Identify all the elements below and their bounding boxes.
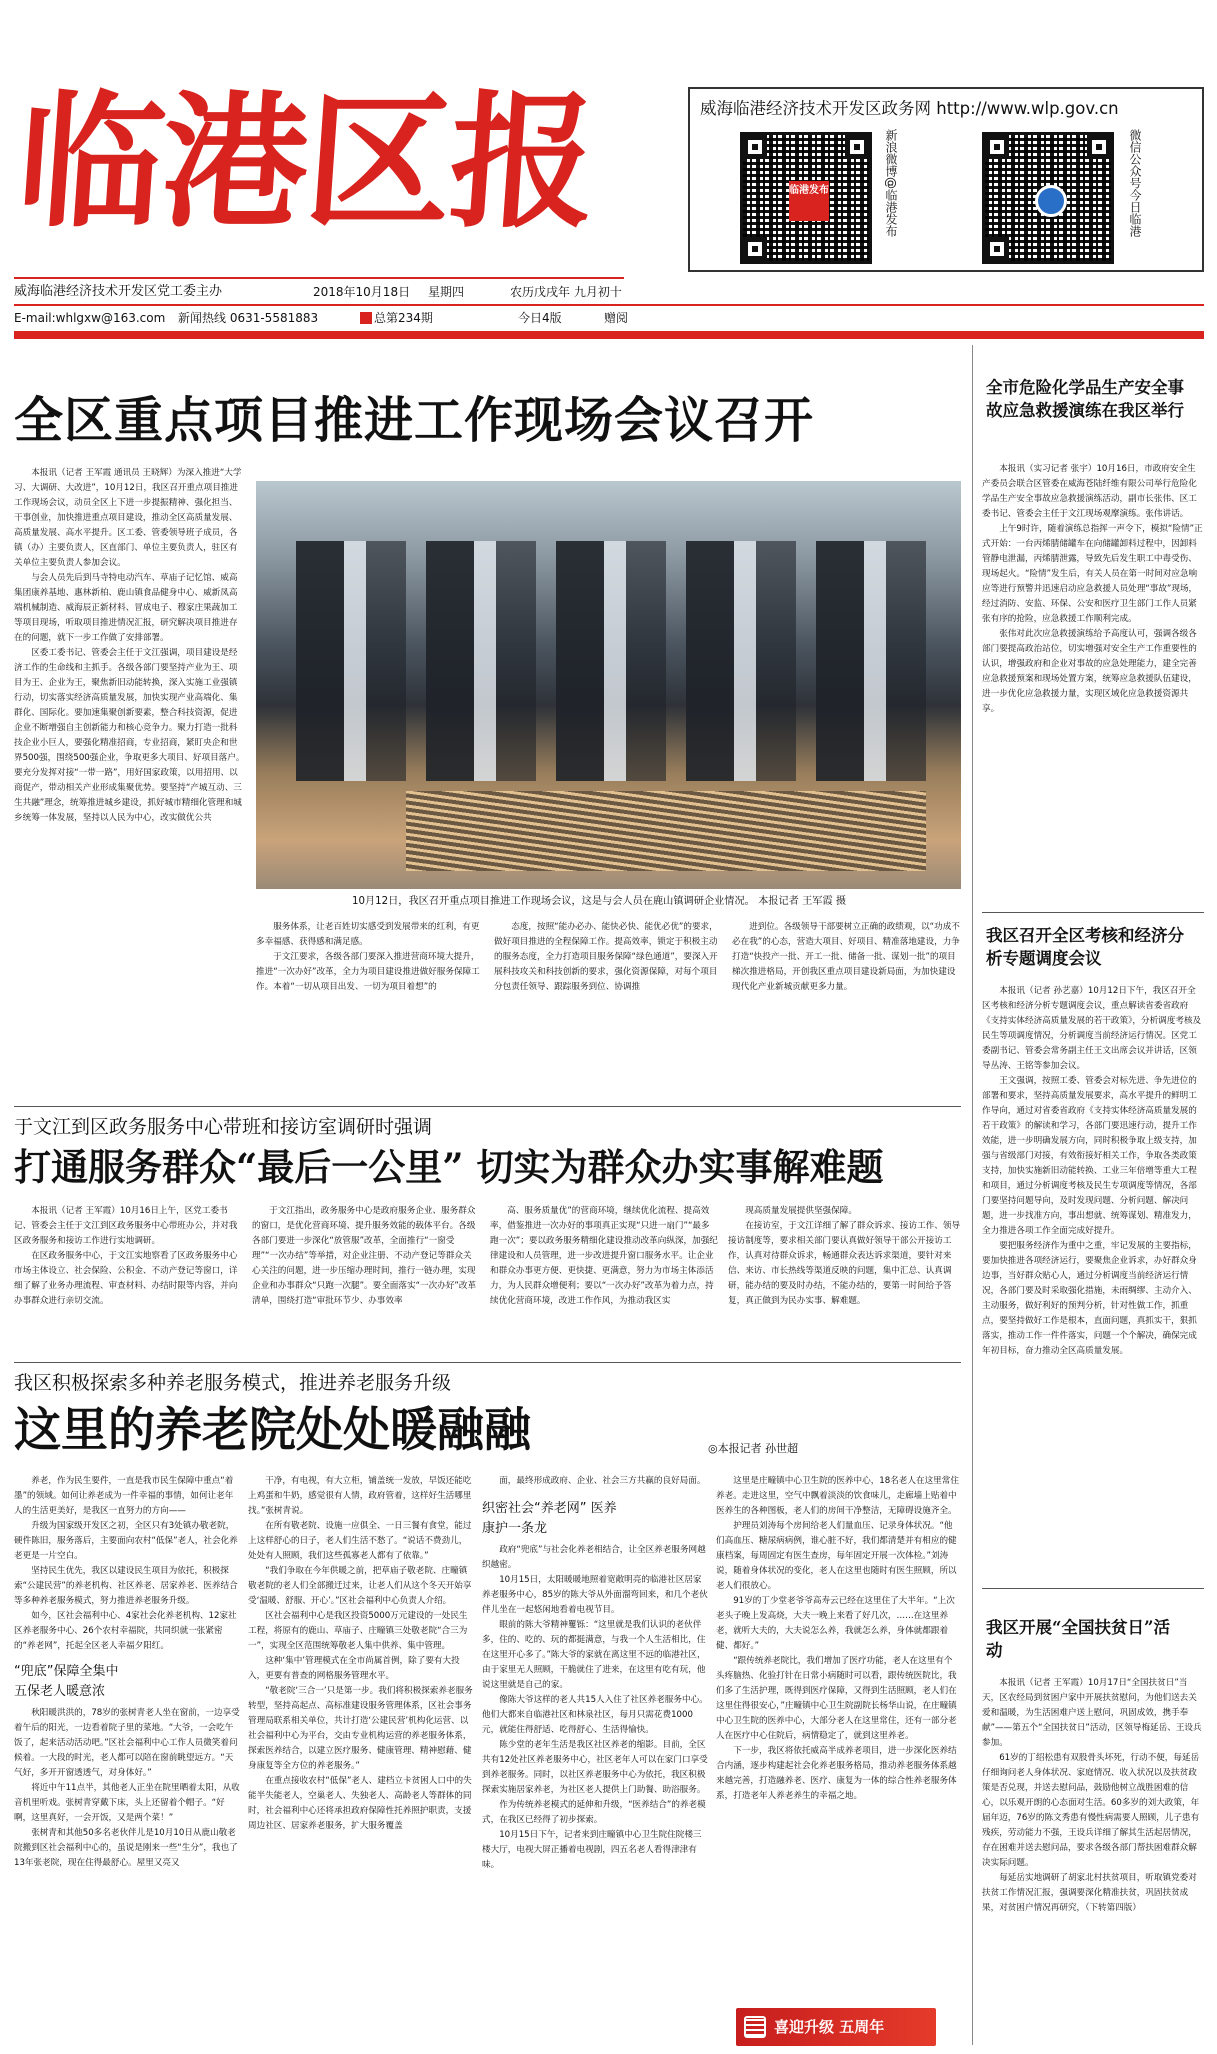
hotline: 新闻热线 0631-5581883 [178, 311, 319, 325]
elder-col-4: 这里是庄疃镇中心卫生院的医养中心，18名老人在这里常住养老。走进这里，空气中飘着淡淡的饮食味儿，走廊墙上贴着中医养生的各种图板，老人们的房间干净整洁，无障碍设施齐全。 护理员刘涛每个房间给老人们量血压、记录身体状况。“他们高血压、糖尿病病例，谁心脏不好，我们都清楚并有相应的健康档案，每周固定有医生查房，每年固定开展一次体检。”刘涛说，随着身体状况的变化，老人在这里也随时有医生照顾，所以老人们很放心。 91岁的丁少堂老爷爷高寿云已经在这里住了大半年。“上次老头子晚上发高烧，大夫一晚上来看了好几次，……在这里养老，就听大夫的，大夫说怎么养，我就怎么养，身体就都跟着健、都好。” “跟传统养老院比，我们增加了医疗功能，老人在这里有个头疼脑热、化验打针在日常小病随时可以看，跟传统医院比，我们多了生活护理，既得到医疗保障，又得到生活照顾，老人们在这里住得很安心，”庄疃镇中心卫生院副院长杨华山说，在庄疃镇中心卫生院的医养中心，大部分老人在这里常住，还有一部分老人在医疗中心住院后，病情稳定了，就到这里养老。 下一步，我区将依托威高半成养老项目，进一步深化医养结合内涵，逐步构建起社会化养老服务格局，推动养老服务体系越来越完善，打造融养老、医疗、康复为一体的综合性养老服务体系，打造老年人养老养生的幸福之地。 [716, 1476, 959, 1801]
qr-caption-weibo: 新浪微博@临港发布 [884, 129, 898, 237]
banner-ornament-icon [744, 2016, 766, 2038]
elder-headline: 这里的养老院处处暖融融 [14, 1403, 531, 1458]
qr-code-weibo[interactable] [740, 132, 872, 264]
divider-1 [14, 1106, 961, 1107]
serial-badge-mark [360, 312, 372, 324]
service-col-3: 高、服务质量优”的营商环境，继续优化流程、提高效率，借鉴推进一次办好的事项真正实现“只进一扇门”“最多跑一次”；要以政务服务精细化建设推动改革向纵深，加强纪律建设和人员管理，进一步改进提升窗口服务水平。让企业和群众办事更方便、更快捷、更满意，努力为市场主体添活力，为人民群众增便利；要以“一次办好”改革为着力点，持续优化营商环境，改进工作作风，为推动我区实 [490, 1206, 718, 1306]
issue-free: 赠阅 [604, 311, 629, 325]
website-box [688, 87, 1204, 272]
elder-col-1: 养老，作为民生要件，一直是我市民生保障中重点“着墨”的领域。如何让养老成为一件幸福的事情，如何让老年人的生活更美好，是我区一直努力的方向—— 升级为国家级开发区之初，全区只有3处镇办敬老院，硬件陈旧，服务落后，主要面向农村“低保”老人，社会化养老更是一片空白。 坚持民生优先，我区以建设民生项目为依托，积极探索“公建民营”的养老机构、社区养老、居家养老、医养结合等多种养老服务模式，努力推进养老服务升级。 如今，区社会福利中心、4家社会化养老机构、12家社区养老服务中心、26个农村幸福院，共同织就一张紧密的“养老网”，托起全区老人幸福夕阳红。 “兜底”保障全集中 五保老人暖意浓 秋阳暖洪洪的，78岁的张树青老人坐在窗前，一边享受着午后的阳光，一边看着院子里的菜地。“大爷，一会吃午饭了，起来活动活动吧。”区社会福利中心工作人员微笑着问候着。一大段的时光，老人都可以陪在窗前眺望远方。“天气好，多开开窗透透气，对身体好。” 将近中午11点半，其他老人正坐在院里晒着太阳，从收音机里听戏。张树青穿戴下床，头上还留着个帽子。“好啊，这里真好，一会开饭，又是两个菜！” 张树青和其他50多名老伙伴儿是10月10日从鹿山敬老院搬到区社会福利中心的，虽说是刚来一些“生分”，我也了13年张老院，现在住得最舒心。屋里又亮又 [14, 1476, 240, 1868]
sidebar-divider-1 [982, 912, 1204, 913]
lead-photo-caption: 10月12日，我区召开重点项目推进工作现场会议，这是与会人员在鹿山镇调研企业情况。 本报记者 王军霞 摄 [352, 896, 847, 907]
issue-lunar: 农历戊戌年 九月初十 [510, 285, 622, 299]
anniversary-banner [736, 2008, 936, 2046]
issue-serial: 总第234期 [374, 311, 433, 325]
side2-headline: 我区召开全区考核和经济分析专题调度会议 [986, 926, 1184, 968]
elder-col-2: 干净，有电视，有大立柜，铺盖统一发放，早饭还能吃上鸡蛋和牛奶，感觉很有人情，政府管着，这样好生活哪里找。”张树青说。 在所有敬老院、设施一应俱全、一日三餐有食堂，能过上这样舒心的日子，老人们生活不愁了。“说话不费劲儿，处处有人照顾，我们这些孤寡老人都有了依靠。” “我们争取在今年供暖之前，把草庙子敬老院、庄疃镇敬老院的老人们全部搬迁过来，让老人们从这个冬天开始享受‘温暖、舒服、开心’。”区社会福利中心负责人介绍。 区社会福利中心是我区投资5000万元建设的一处民生工程，将原有的鹿山、草庙子、庄疃镇三处敬老院“合三为一”，实现全区范围统筹敬老人集中供养、集中管理。 这种‘集中’管理模式在全市尚属首例，除了要有大投入，更要有普查的网格服务管理水平。 “敬老院‘三合一’只是第一步。我们将积极探索养老服务转型，坚持高起点、高标准建设服务管理体系，区社会事务管理局联系相关单位，共计打造‘公建民营’机构化运营、以社会福利中心为平台，交由专业机构运营的养老服务体系，探索医养结合，以建立医疗服务、健康管理、精神慰藉、健身康复等全方位的养老服务。” 在重点接收农村“低保”老人、建档立卡贫困人口中的失能半失能老人，空巢老人、失独老人、高龄老人等群体的同时，社会福利中心还将承担政府保障性托养照护职责，支援周边社区、居家养老服务，扩大服务覆盖 [248, 1476, 473, 1831]
lead-col-3: 态度，按照“能办必办、能快必快、能优必优”的要求，做好项目推进的全程保障工作。提高效率，锁定于积极主动的服务态度，全力打造项目服务保障“绿色通道”，要深入开展科技攻关和科技创新的要求，强化资源保障，对每个项目分包责任领导、跟踪服务到位、协调推 [494, 922, 718, 992]
service-kicker: 于文江到区政务服务中心带班和接访室调研时强调 [14, 1116, 433, 1138]
masthead-title: 临港区报 [12, 77, 600, 248]
lead-photo [256, 481, 961, 889]
issue-date: 2018年10月18日 [313, 285, 411, 299]
elder-kicker: 我区积极探索多种养老服务模式，推进养老服务升级 [14, 1372, 452, 1394]
service-col-4: 现高质量发展提供坚强保障。 在接访室，于文江详细了解了群众诉求、接访工作、领导接访制度等，要求相关部门要认真做好领导干部公开接访工作，认真对待群众诉求，畅通群众表达诉求渠道，要针对来信、来访、市长热线等渠道反映的问题，集中汇总、认真调研，能办结的要及时办结，不能办结的，要第一时间给予答复，真正做到为民办实事、解难题。 [728, 1206, 961, 1306]
elder-subhead-2: 织密社会“养老网” 医养康护一条龙 [482, 1501, 617, 1536]
qr-logo-icon [1035, 185, 1067, 217]
side2-body: 本报讯（记者 孙艺嘉）10月12日下午，我区召开全区考核和经济分析专题调度会议，重点解读省委省政府《支持实体经济高质量发展的若干政策》，分析调度考核及民生等项调度情况，分析调度当前经济运行情况。区党工委副书记、管委会常务副主任王文出席会议并讲话，区领导丛涛、王铭等参加会议。 王文强调，按照工委、管委会对标先进、争先进位的部署和要求，坚持高质量发展要求，高水平提升的鲜明工作导向，通过对省委省政府《支持实体经济高质量发展的若干政策》的解读和学习，各部门要迅速行动，提升工作效能，进一步明确发展方向，同时积极争取上级支持，加强与省级部门对接，有效衔接好相关工作，争取各类政策支持，加快实施新旧动能转换、工业三年倍增等重大工程和项目，通过分析调度考核及民生专项调度等情况，各部门要坚持问题导向，及时发现问题、分析问题、解决问题，进一步找准方向，事出想就、统筹谋划、精准发力，全力推进各项工作全面完成好提升。 要把服务经济作为重中之重，牢记发展的主要指标，要加快推进各项经济运行，要聚焦企业诉求，办好群众身边事，当好群众贴心人，通过分析调度当前经济运行情况，各部门要及时采取强化措施，未雨绸缪、主动介入、主动服务，做好利好的预判分析，针对性做工作，抓重点，要坚持做好工作是根本，直面问题，真抓实干，狠抓落实，推动工作一件件落实，问题一个个解决，确保完成年初目标，奋力推动全区高质量发展。 [982, 986, 1202, 1356]
qr-code-wechat[interactable] [982, 132, 1114, 264]
sidebar-rule [972, 345, 973, 2045]
sidebar-divider-2 [982, 1588, 1204, 1589]
side3-headline: 我区开展“全国扶贫日”活动 [986, 1618, 1170, 1660]
issue-weekday: 星期四 [428, 285, 465, 299]
header-rule-mid [14, 304, 1204, 306]
lead-col-2: 服务体系，让老百姓切实感受到发展带来的红利，有更多幸福感、获得感和满足感。 于文江要求，各级各部门要深入推进营商环境大提升，推进“一次办好”改革，全力为项目建设推进做好服务保障工作。本着“一切从项目出发、一切为项目着想”的 [256, 922, 480, 992]
photo-rods [406, 791, 926, 871]
qr-caption-wechat: 微信公众号今日临港 [1128, 129, 1142, 237]
elder-col-3: 面，最终形成政府、企业、社会三方共赢的良好局面。 织密社会“养老网” 医养康护一条龙 政府“兜底”与社会化养老相结合，让全区养老服务网越织越密。 10月15日，太阳暖暖地照着宽敞明亮的临港社区居家养老服务中心，85岁的陈大爷从外面溜弯回来，和几个老伙伴儿坐在一起悠闲地看着电视节目。 眼前的陈大爷精神矍铄：“这里就是我们认识的老伙伴多，住的、吃的、玩的都挺满意，与我一个人生活相比，住在这里开心多了。”陈大爷的家就在离这里不远的临港社区，由于家里无人照顾，干脆就住了进来，在这里有吃有玩，他说这里就是自己的家。 像陈大爷这样的老人共15人入住了社区养老服务中心。他们大都来自临港社区和林泉社区，每月只需花费1000元，就能住得舒适、吃得舒心、生活得愉快。 陈少堂的老年生活是我区社区养老的缩影。目前，全区共有12处社区养老服务中心，社区老年人可以在家门口享受到养老服务。同时，以社区养老服务中心为依托，我区积极探索实施居家养老，为社区老人提供上门助餐、助浴服务。 作为传统养老模式的延伸和升级，“医养结合”的养老模式，在我区已经得了初步探索。 10月15日下午，记者来到庄疃镇中心卫生院住院楼三楼大厅，电视大屏正播着电视剧，四五名老人看得津津有味。 [482, 1476, 708, 1870]
elder-byline: ◎本报记者 孙世超 [708, 1442, 799, 1455]
website-url[interactable]: 威海临港经济技术开发区政务网 http://www.wlp.gov.cn [700, 99, 1119, 118]
divider-2 [14, 1362, 961, 1363]
side3-body: 本报讯（记者 王军霞）10月17日“全国扶贫日”当天，区农经局到贫困户家中开展扶贫慰问，为他们送去关爱和温暖，为生活困难户送上慰问，巩固成效，携手奉献”——第五个“全国扶贫日”活动，区领导梅延岳、王设兵参加。 61岁的丁绍松患有双股骨头坏死，行动不便，每延岳仔细询问老人身体状况、家庭情况、收入状况以及扶贫政策是否兑现，并送去慰问品，鼓励他树立战胜困难的信心，以乐观开朗的心态面对生活。60多岁的刘大政策，年届年迈，76岁的陈文秀患有慢性病需要人照顾，儿子患有残疾，劳动能力不强，王设兵详细了解其生活起居情况，存在困难并送去慰问品，要求各级各部门帮扶困难群众解决实际问题。 每延岳实地调研了胡家北村扶贫项目，听取镇党委对扶贫工作情况汇报，强调要深化精准扶贫，巩固扶贫成果，对贫困户情况再研究，（下转第四版） [982, 1678, 1202, 1913]
service-col-1: 本报讯（记者 王军霞）10月16日上午，区党工委书记、管委会主任于文江到区政务服务中心带班办公，并对我区政务服务和接访工作进行实地调研。 在区政务服务中心，于文江实地察看了区政务服务中心市场主体设立、社会保险、公积金、不动产登记等窗口，详细了解了业务办理流程、审查材料、办结时限等内容，并向办事群众进行亲切交流。 [14, 1206, 238, 1306]
header-rule-top [14, 277, 624, 279]
elder-subhead-1: “兜底”保障全集中 五保老人暖意浓 [14, 1664, 119, 1699]
lead-headline: 全区重点项目推进工作现场会议召开 [14, 391, 815, 449]
lead-col-4: 进到位。各级领导干部要树立正确的政绩观，以“功成不必在我”的心态，营造大项目、好项目、精准落地建设，力争打造“快投产一批、开工一批、储备一批、谋划一批”的项目梯次推进格局，开创我区重点项目建设新局面，为加快建设现代化产业新城贡献更多力量。 [732, 922, 960, 992]
side1-body: 本报讯（实习记者 张宇）10月16日，市政府安全生产委员会联合区管委在威海苍陆纤维有限公司举行危险化学品生产安全事故应急救援演练活动，副市长张伟、区工委书记、管委会主任于文江现场观摩演练。张伟讲话。 上午9时许，随着演练总指挥一声令下，模拟“险情”正式开始：一台丙烯腈储罐车在向储罐卸料过程中，因卸料管静电泄漏，丙烯腈泄露，导致先后发生职工中毒受伤、现场起火。“险情”发生后，有关人员在第一时间对应急响应等进行预警并迅速启动应急救援人员处理“事故”现场，经过消防、安监、环保、公安和医疗卫生部门工作人员紧张有序的抢险，应急救援工作顺利完成。 张伟对此次应急救援演练给予高度认可，强调各级各部门要提高政治站位，切实增强对安全生产工作重要性的认识，增强政府和企业对事故的应急处理能力，建全完善应急救援预案和现场处置方案，统筹应急救援队伍建设，进一步优化应急救援力量，实现区域化应急救援资源共享。 [982, 464, 1203, 714]
side1-headline: 全市危险化学品生产安全事故应急救援演练在我区举行 [986, 378, 1184, 420]
issue-pages: 今日4版 [518, 311, 562, 325]
service-col-2: 于文江指出，政务服务中心是政府服务企业、服务群众的窗口，是优化营商环境、提升服务效能的载体平台。各级各部门要进一步深化“放管服”改革，全面推行“一窗受理”“一次办结”等举措，对企业注册、不动产登记等群众关心关注的问题，进一步压缩办理时间，推行一链办理，实现企业和办事群众“只跑一次腿”。要全面落实“一次办好”改革清单，围绕打造“审批环节少、办事效率 [252, 1206, 477, 1306]
header-rule-bottom [14, 331, 1204, 339]
publisher: 威海临港经济技术开发区党工委主办 [14, 284, 223, 299]
photo-figures [296, 541, 936, 781]
lead-col-1: 本报讯（记者 王军霞 通讯员 王晓辉）为深入推进“大学习、大调研、大改进”，10月12日，我区召开重点项目推进工作现场会议，动员全区上下进一步提振精神、强化担当、干事创业，加快推进重点项目建设，推动全区高质量发展、高质量发展、高水平提升。区工委、管委领导班子成员，各镇（办）主要负责人，区直部门、单位主要负责人，驻区有关单位主要负责人参加会议。 与会人员先后到马寺特电动汽车、草庙子记忆馆、威高集团康养基地、惠林新柏、鹿山镇食品健身中心、威新凤高端机械制造、威海辰正新材料、冒成电子、穆家庄果蔬加工等项目现场，听取项目推进情况汇报，研究解决项目推进存在的问题，就下一步工作做了安排部署。 区委工委书记、管委会主任于文江强调，项目建设是经济工作的生命线和主抓手。各级各部门要坚持产业为王、项目为王、企业为王，聚焦新旧动能转换，深入实施工业强镇行动，切实落实经济高质量发展，加快实现产业高端化、集群化、国际化。要加速集聚创新要素，整合科技资源，促进企业不断增强自主创新能力和核心竞争力。聚力打造一批科技企业小巨人，要强化精准招商，专业招商，紧盯央企和世界500强，围绕500强企业，争取更多大项目、好项目落户。要充分发挥对接“一带一路”，用好国家政策，以用招用、以商促产，带动相关产业形成集聚优势。要坚持“产城互动、三生共融”理念，统筹推进城乡建设，抓好城市精细化管理和城乡统筹一体发展，坚持以人民为中心，改实做优公共 [14, 468, 245, 823]
qr-logo-linggang: 临港发布 [789, 181, 829, 221]
email[interactable]: E-mail:whlgxw@163.com [14, 311, 166, 325]
banner-text: 喜迎升级 五周年 [774, 2018, 885, 2036]
service-headline: 打通服务群众“最后一公里” 切实为群众办实事解难题 [14, 1145, 884, 1189]
